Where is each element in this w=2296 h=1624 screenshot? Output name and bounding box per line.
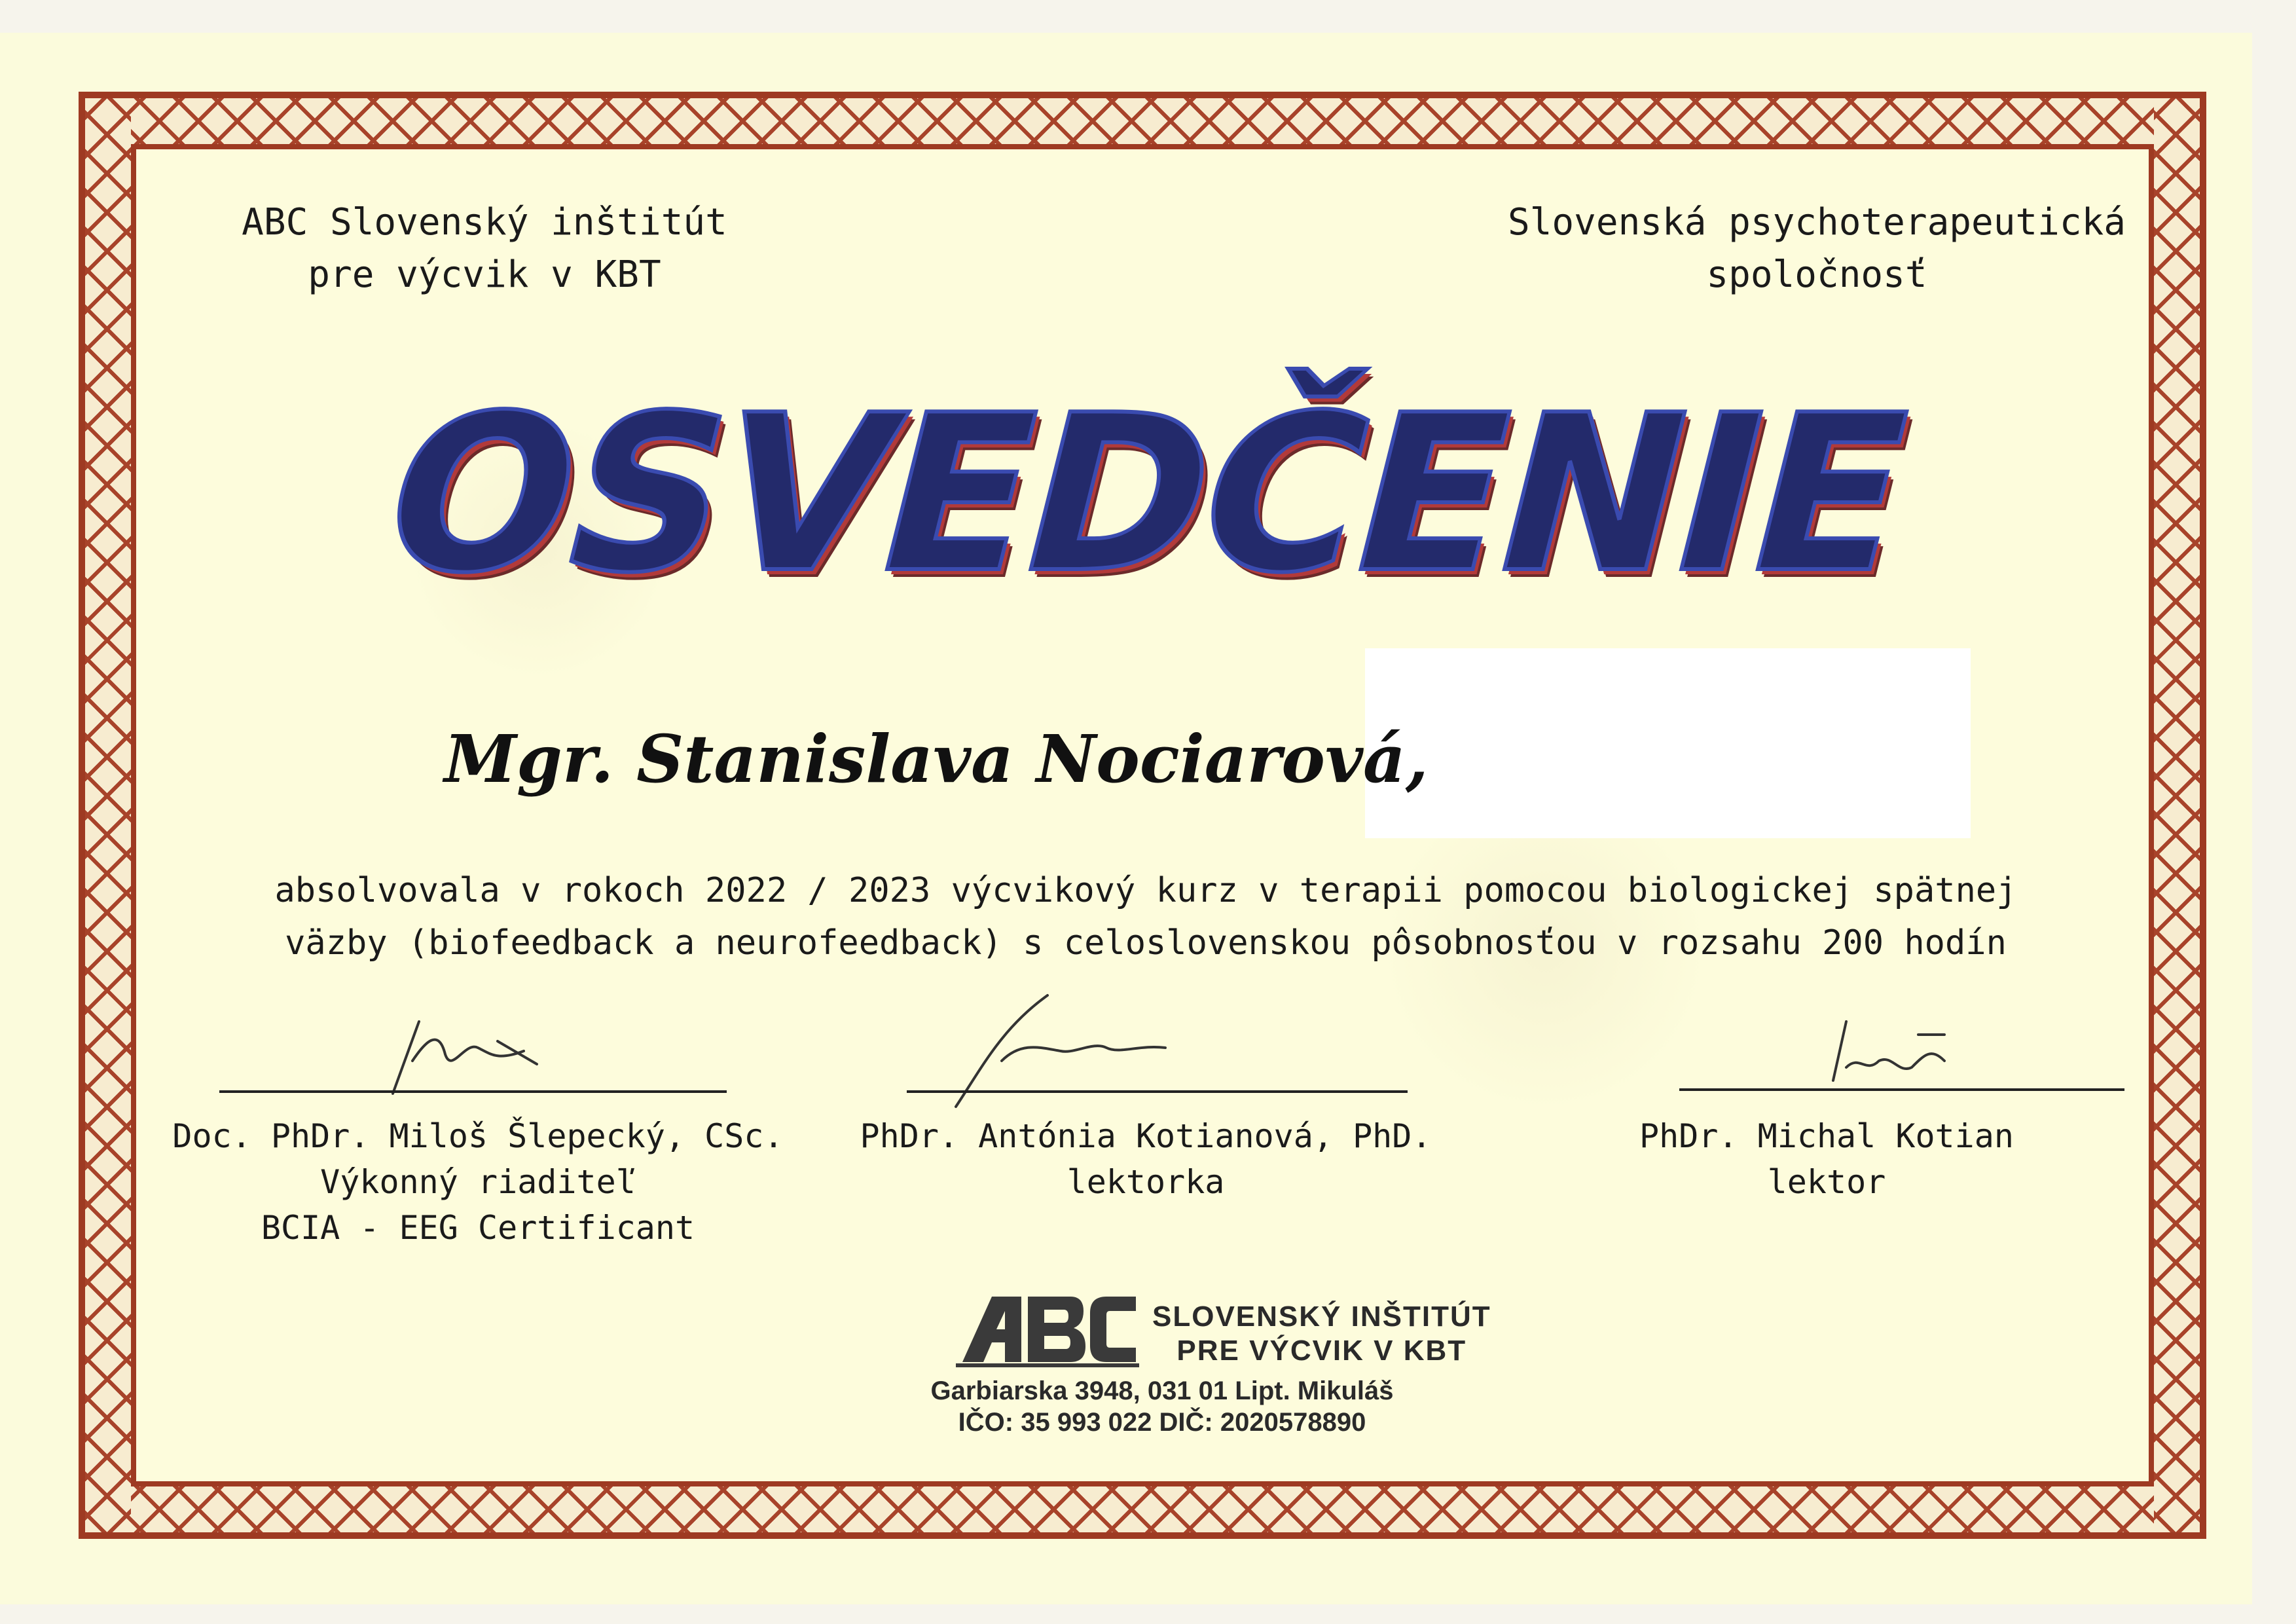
- signatory-3-name: PhDr. Michal Kotian: [1639, 1117, 2014, 1155]
- signature-1-handwriting: [367, 1002, 576, 1113]
- issuer-right-line1: Slovenská psychoterapeutická: [1507, 201, 2126, 244]
- issuer-left: [242, 196, 727, 301]
- signatory-2: [860, 1113, 1432, 1205]
- issuer-left-line1: ABC Slovenský inštitút: [242, 201, 727, 244]
- signatory-2-name: PhDr. Antónia Kotianová, PhD.: [860, 1117, 1432, 1155]
- signatory-2-role: lektorka: [1066, 1163, 1225, 1201]
- signatory-1: [172, 1113, 783, 1251]
- signatory-1-role: Výkonný riaditeľ: [320, 1163, 636, 1201]
- certificate-body: [274, 864, 2016, 969]
- footer-logo-line1: SLOVENSKÝ INŠTITÚT: [1152, 1301, 1491, 1333]
- certificate-title: OSVEDČENIE: [359, 369, 1932, 620]
- footer-ids-line: IČO: 35 993 022 DIČ: 2020578890: [958, 1408, 1366, 1437]
- signatory-1-name: Doc. PhDr. Miloš Šlepecký, CSc.: [172, 1117, 784, 1155]
- footer-address: [930, 1375, 1393, 1438]
- abc-logo-icon: [956, 1290, 1139, 1369]
- signatory-1-extra: BCIA - EEG Certificant: [261, 1209, 695, 1247]
- decorative-border-band-bottom: [85, 1486, 2200, 1532]
- body-line-1: absolvovala v rokoch 2022 / 2023 výcvikový kurz v terapii pomocou biologickej spätnej: [274, 871, 2017, 910]
- signature-2-handwriting: [943, 989, 1218, 1113]
- footer-logo-text: [1152, 1300, 1491, 1368]
- footer-logo-line2: PRE VÝCVIK V KBT: [1176, 1335, 1467, 1367]
- issuer-left-line2: pre výcvik v KBT: [308, 253, 661, 296]
- decorative-border-band-top: [85, 98, 2200, 144]
- issuer-right: [1508, 196, 2126, 301]
- signatory-3-role: lektor: [1767, 1163, 1886, 1201]
- signature-3-handwriting: [1820, 1008, 1977, 1094]
- recipient-name: Mgr. Stanislava Nociarová,: [444, 720, 1429, 798]
- signature-2-line: [907, 1090, 1408, 1093]
- footer-address-line: Garbiarska 3948, 031 01 Lipt. Mikuláš: [930, 1376, 1394, 1405]
- signatory-3: [1639, 1113, 2014, 1205]
- body-line-2: väzby (biofeedback a neurofeedback) s celoslovenskou pôsobnosťou v rozsahu 200 hodín: [285, 923, 2007, 963]
- redaction-box: [1365, 648, 1971, 838]
- issuer-right-line2: spoločnosť: [1706, 253, 1927, 296]
- decorative-border-band-left: [85, 98, 131, 1532]
- signature-3-line: [1679, 1088, 2124, 1091]
- decorative-border-band-right: [2154, 98, 2200, 1532]
- signature-1-line: [219, 1090, 727, 1093]
